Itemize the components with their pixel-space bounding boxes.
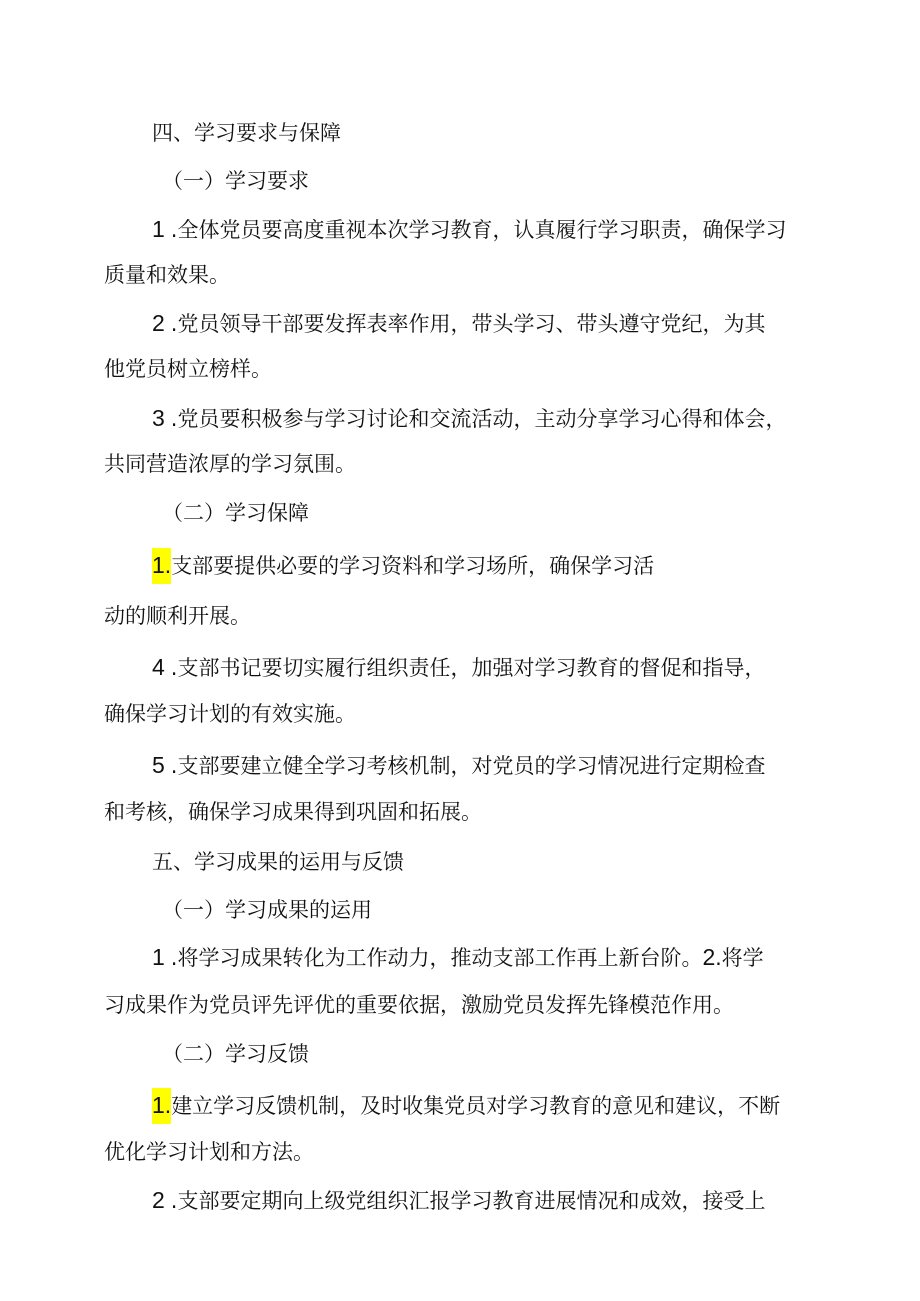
requirement-2-continued: 他党员树立榜样。	[104, 357, 272, 381]
subsection-study-feedback: （二）学习反馈	[162, 1042, 309, 1066]
guarantee-1-continued: 动的顺利开展。	[104, 604, 251, 628]
subsection-results-application: （一）学习成果的运用	[162, 898, 372, 922]
item-number: 1	[152, 944, 165, 970]
subsection-study-requirements: （一）学习要求	[162, 169, 309, 193]
application-1: 1 .将学习成果转化为工作动力，推动支部工作再上新台阶。2.将学	[152, 944, 764, 970]
item-number: 2	[152, 310, 165, 336]
guarantee-4: 4 .支部书记要切实履行组织责任，加强对学习教育的督促和指导，	[152, 654, 766, 680]
requirement-1: 1 .全体党员要高度重视本次学习教育，认真履行学习职责，确保学习	[152, 216, 787, 242]
requirement-3-continued: 共同营造浓厚的学习氛围。	[104, 452, 356, 476]
inline-item-number: 2.	[702, 944, 722, 970]
requirement-1-continued: 质量和效果。	[104, 263, 230, 287]
item-number: 1	[152, 216, 165, 242]
item-number: 3	[152, 405, 165, 431]
section-five-heading: 五、学习成果的运用与反馈	[152, 850, 404, 874]
subsection-study-guarantee: （二）学习保障	[162, 501, 309, 525]
requirement-2: 2 .党员领导干部要发挥表率作用，带头学习、带头遵守党纪，为其	[152, 310, 766, 336]
item-number: 5	[152, 752, 165, 778]
guarantee-5: 5 .支部要建立健全学习考核机制，对党员的学习情况进行定期检查	[152, 752, 766, 778]
guarantee-5-continued: 和考核，确保学习成果得到巩固和拓展。	[104, 800, 482, 824]
feedback-1-continued: 优化学习计划和方法。	[104, 1140, 314, 1164]
guarantee-4-continued: 确保学习计划的有效实施。	[104, 702, 356, 726]
requirement-3: 3 .党员要积极参与学习讨论和交流活动，主动分享学习心得和体会，	[152, 405, 787, 431]
feedback-1: 1.建立学习反馈机制，及时收集党员对学习教育的意见和建议，不断	[152, 1090, 780, 1120]
application-1-continued: 习成果作为党员评先评优的重要依据，激励党员发挥先锋模范作用。	[104, 993, 734, 1017]
highlighted-item-number: 1.	[152, 548, 171, 584]
highlighted-item-number: 1.	[152, 1088, 171, 1124]
item-number: 2	[152, 1187, 165, 1213]
section-four-heading: 四、学习要求与保障	[152, 121, 341, 145]
guarantee-1: 1.支部要提供必要的学习资料和学习场所，确保学习活	[152, 550, 654, 580]
feedback-2: 2 .支部要定期向上级党组织汇报学习教育进展情况和成效，接受上	[152, 1187, 766, 1213]
item-number: 4	[152, 654, 165, 680]
